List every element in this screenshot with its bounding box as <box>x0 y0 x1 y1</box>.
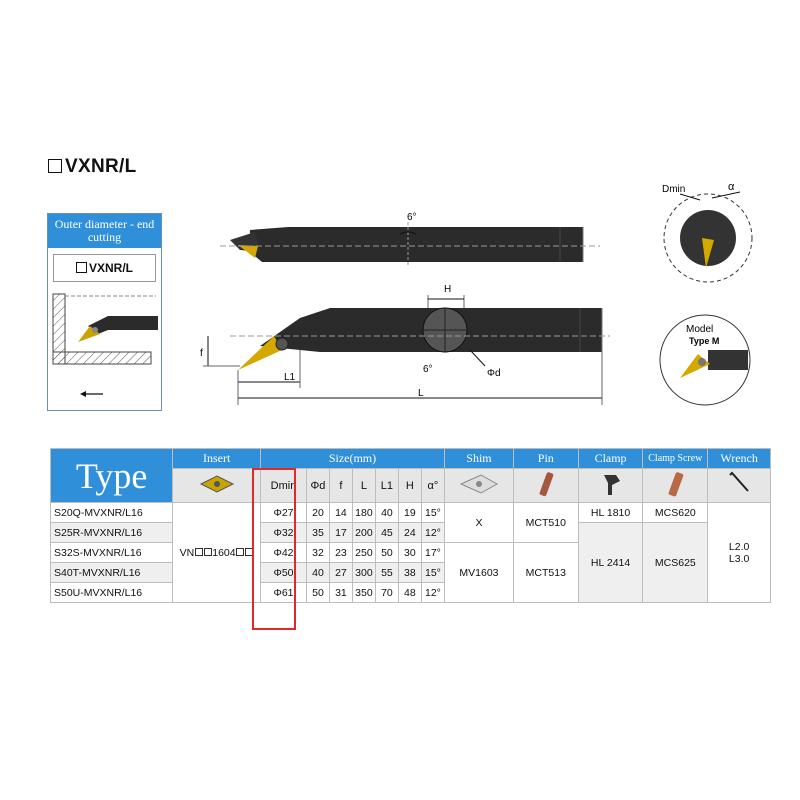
wrench-value: L3.0 <box>728 552 750 565</box>
insert-icon <box>197 473 237 495</box>
clamp-screw-header: Clamp Screw <box>643 449 708 469</box>
cell-alpha: 15° <box>421 563 444 583</box>
cell-h: 30 <box>398 543 421 563</box>
f-label: f <box>200 348 203 359</box>
workpiece-floor <box>53 352 151 364</box>
cell-l: 350 <box>352 583 375 603</box>
tool-top-view <box>220 222 600 266</box>
clamp-screw-cell: MCS620 <box>643 503 708 523</box>
col-l1: L1 <box>375 469 398 503</box>
title-text: VXNR/L <box>65 156 137 177</box>
cell-f: 14 <box>329 503 352 523</box>
cell-l1: 45 <box>375 523 398 543</box>
cell-d: 40 <box>306 563 329 583</box>
checkbox-square-icon <box>76 262 87 273</box>
pin-cell: MCT510 <box>513 503 578 543</box>
model-type-label: Type M <box>689 336 720 346</box>
detail-views <box>640 170 780 410</box>
col-dmin: Dmin <box>261 469 307 503</box>
wrench-image <box>708 469 771 503</box>
cell-l1: 55 <box>375 563 398 583</box>
type-header: Type <box>51 449 173 503</box>
cell-h: 48 <box>398 583 421 603</box>
cell-l: 200 <box>352 523 375 543</box>
cell-f: 23 <box>329 543 352 563</box>
cell-dmin: Φ61 <box>261 583 307 603</box>
wrench-value: L2.0 <box>728 540 750 553</box>
table-row <box>51 503 771 523</box>
panel-header: Outer diameter - end cutting <box>48 214 161 248</box>
clamp-screw-image <box>643 469 708 503</box>
cell-f: 27 <box>329 563 352 583</box>
tool-side-view <box>203 295 610 405</box>
col-f: f <box>329 469 352 503</box>
insert-cell: VN 1604 <box>173 503 261 603</box>
alpha-label: α <box>728 181 735 193</box>
clamp-icon <box>596 469 626 499</box>
cell-dmin: Φ32 <box>261 523 307 543</box>
insert-code: 1604 <box>212 546 236 559</box>
cell-dmin: Φ42 <box>261 543 307 563</box>
clamp-image <box>578 469 643 503</box>
tool-shank <box>108 316 158 330</box>
l-label: L <box>418 388 424 399</box>
clamp-screw-icon <box>660 469 690 499</box>
row-name: S32S-MVXNR/L16 <box>51 543 173 563</box>
cell-f: 31 <box>329 583 352 603</box>
cell-alpha: 15° <box>421 503 444 523</box>
cell-f: 17 <box>329 523 352 543</box>
clamp-pin <box>92 327 98 333</box>
cell-h: 24 <box>398 523 421 543</box>
spec-table <box>50 448 771 603</box>
cell-alpha: 12° <box>421 523 444 543</box>
cell-l: 180 <box>352 503 375 523</box>
pin-icon <box>531 469 561 499</box>
shim-cell: MV1603 <box>444 543 513 603</box>
model-label: Model <box>686 324 714 335</box>
blank-box-icon <box>204 548 212 556</box>
checkbox-square-icon <box>48 159 62 173</box>
page-title <box>48 156 136 178</box>
col-alpha: α° <box>421 469 444 503</box>
shim-image <box>444 469 513 503</box>
boring-application-illustration <box>48 280 161 410</box>
cell-h: 38 <box>398 563 421 583</box>
cell-d: 32 <box>306 543 329 563</box>
panel-code <box>53 254 156 282</box>
cell-d: 20 <box>306 503 329 523</box>
phid-label: Φd <box>487 368 501 379</box>
cell-h: 19 <box>398 503 421 523</box>
col-h: H <box>398 469 421 503</box>
insert-image <box>173 469 261 503</box>
tool-drawing <box>200 200 620 415</box>
cell-dmin: Φ27 <box>261 503 307 523</box>
pin-image <box>513 469 578 503</box>
shim-icon <box>457 472 501 496</box>
blank-box-icon <box>195 548 203 556</box>
cell-l1: 70 <box>375 583 398 603</box>
cell-l: 250 <box>352 543 375 563</box>
clamp-header: Clamp <box>578 449 643 469</box>
dmin-label: Dmin <box>662 184 686 195</box>
clamp-screw-cell: MCS625 <box>643 523 708 603</box>
row-name: S25R-MVXNR/L16 <box>51 523 173 543</box>
wrench-header: Wrench <box>708 449 771 469</box>
cell-l1: 40 <box>375 503 398 523</box>
angle-bottom-label: 6° <box>423 364 433 375</box>
table-row <box>51 523 771 543</box>
dmin-detail <box>664 192 752 282</box>
shim-cell: X <box>444 503 513 543</box>
size-header: Size(mm) <box>261 449 445 469</box>
wrench-cell <box>708 503 771 603</box>
clamp-cell: HL 1810 <box>578 503 643 523</box>
cell-dmin: Φ50 <box>261 563 307 583</box>
insert-header: Insert <box>173 449 261 469</box>
pin-header: Pin <box>513 449 578 469</box>
pin-cell: MCT513 <box>513 543 578 603</box>
dmin-highlight <box>252 468 296 630</box>
cell-d: 50 <box>306 583 329 603</box>
blank-box-icon <box>236 548 244 556</box>
col-l: L <box>352 469 375 503</box>
l1-label: L1 <box>284 372 296 383</box>
row-name: S20Q-MVXNR/L16 <box>51 503 173 523</box>
col-phid: Φd <box>306 469 329 503</box>
cell-alpha: 12° <box>421 583 444 603</box>
application-panel <box>47 213 162 411</box>
h-label: H <box>444 284 452 295</box>
clamp-cell: HL 2414 <box>578 523 643 603</box>
feed-arrow-head <box>80 391 86 397</box>
panel-code-text: VXNR/L <box>88 261 133 275</box>
angle-top-label: 6° <box>407 212 417 223</box>
cell-l: 300 <box>352 563 375 583</box>
cell-l1: 50 <box>375 543 398 563</box>
shim-header: Shim <box>444 449 513 469</box>
cell-alpha: 17° <box>421 543 444 563</box>
cell-d: 35 <box>306 523 329 543</box>
row-name: S40T-MVXNR/L16 <box>51 563 173 583</box>
wrench-icon <box>724 469 754 499</box>
row-name: S50U-MVXNR/L16 <box>51 583 173 603</box>
